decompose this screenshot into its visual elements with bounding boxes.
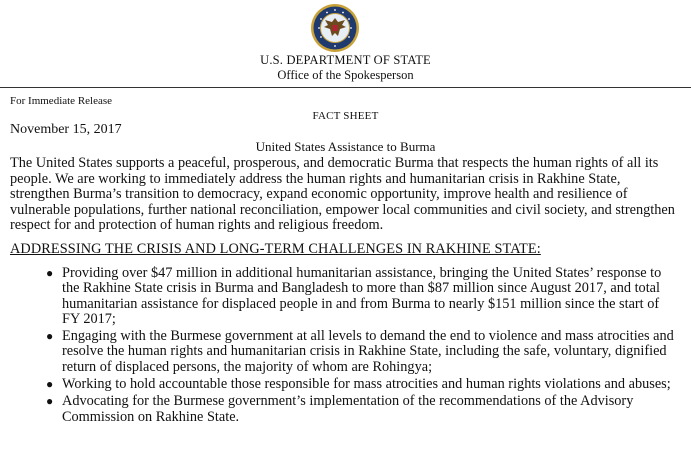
shield-icon — [333, 25, 338, 31]
office-name: Office of the Spokesperson — [277, 68, 414, 82]
bullet-list — [40, 266, 680, 427]
department-name: U.S. DEPARTMENT OF STATE — [260, 53, 431, 67]
bullet-icon: ● — [46, 377, 54, 392]
section-heading: ADDRESSING THE CRISIS AND LONG-TERM CHALLENGES IN RAKHINE STATE: — [10, 241, 541, 257]
bullet-icon: ● — [46, 394, 54, 409]
list-item — [40, 329, 680, 375]
document-subject: United States Assistance to Burma — [255, 139, 436, 154]
document-type: FACT SHEET — [312, 110, 379, 122]
release-label: For Immediate Release — [10, 95, 113, 107]
list-item-text: Working to hold accountable those responsible for mass atrocities and human rights violations and abuses; — [62, 376, 671, 393]
release-date: November 15, 2017 — [10, 122, 122, 137]
list-item — [40, 377, 680, 392]
intro-paragraph: The United States supports a peaceful, prosperous, and democratic Burma that respects the human rights of all its people. We are working to immediately address the human rights and humanitarian crisis in Rakhine State, strengthen Burma’s transition to democracy, expand economic opportunity, improve health and resilience of vulnerable populations, further national reconciliation, empower local communities and civil society, and strengthen respect for and protection of human rights and religious freedom. — [10, 155, 675, 234]
department-of-state-seal-logo — [310, 3, 360, 53]
list-item — [40, 266, 680, 327]
header-divider — [0, 87, 691, 88]
list-item — [40, 394, 680, 425]
bullet-icon: ● — [46, 266, 54, 280]
list-item-text: Providing over $47 million in additional humanitarian assistance, bringing the United States’ response to the Rakhine State crisis in Burma and Bangladesh to more than $87 million since August 2017, and total humanitarian assistance for displaced people in and from Burma to nearly $151 million since the start of FY 2017; — [62, 265, 662, 327]
list-item-text: Engaging with the Burmese government at all levels to demand the end to violence and mass atrocities and resolve the human rights and humanitarian crisis in Rakhine State, including the safe, voluntary, dignified return of displaced persons, the majority of whom are Rohingya; — [62, 328, 674, 375]
bullet-icon: ● — [46, 329, 54, 344]
list-item-text: Advocating for the Burmese government’s implementation of the recommendations of the Advisory Commission on Rakhine State. — [62, 393, 634, 425]
